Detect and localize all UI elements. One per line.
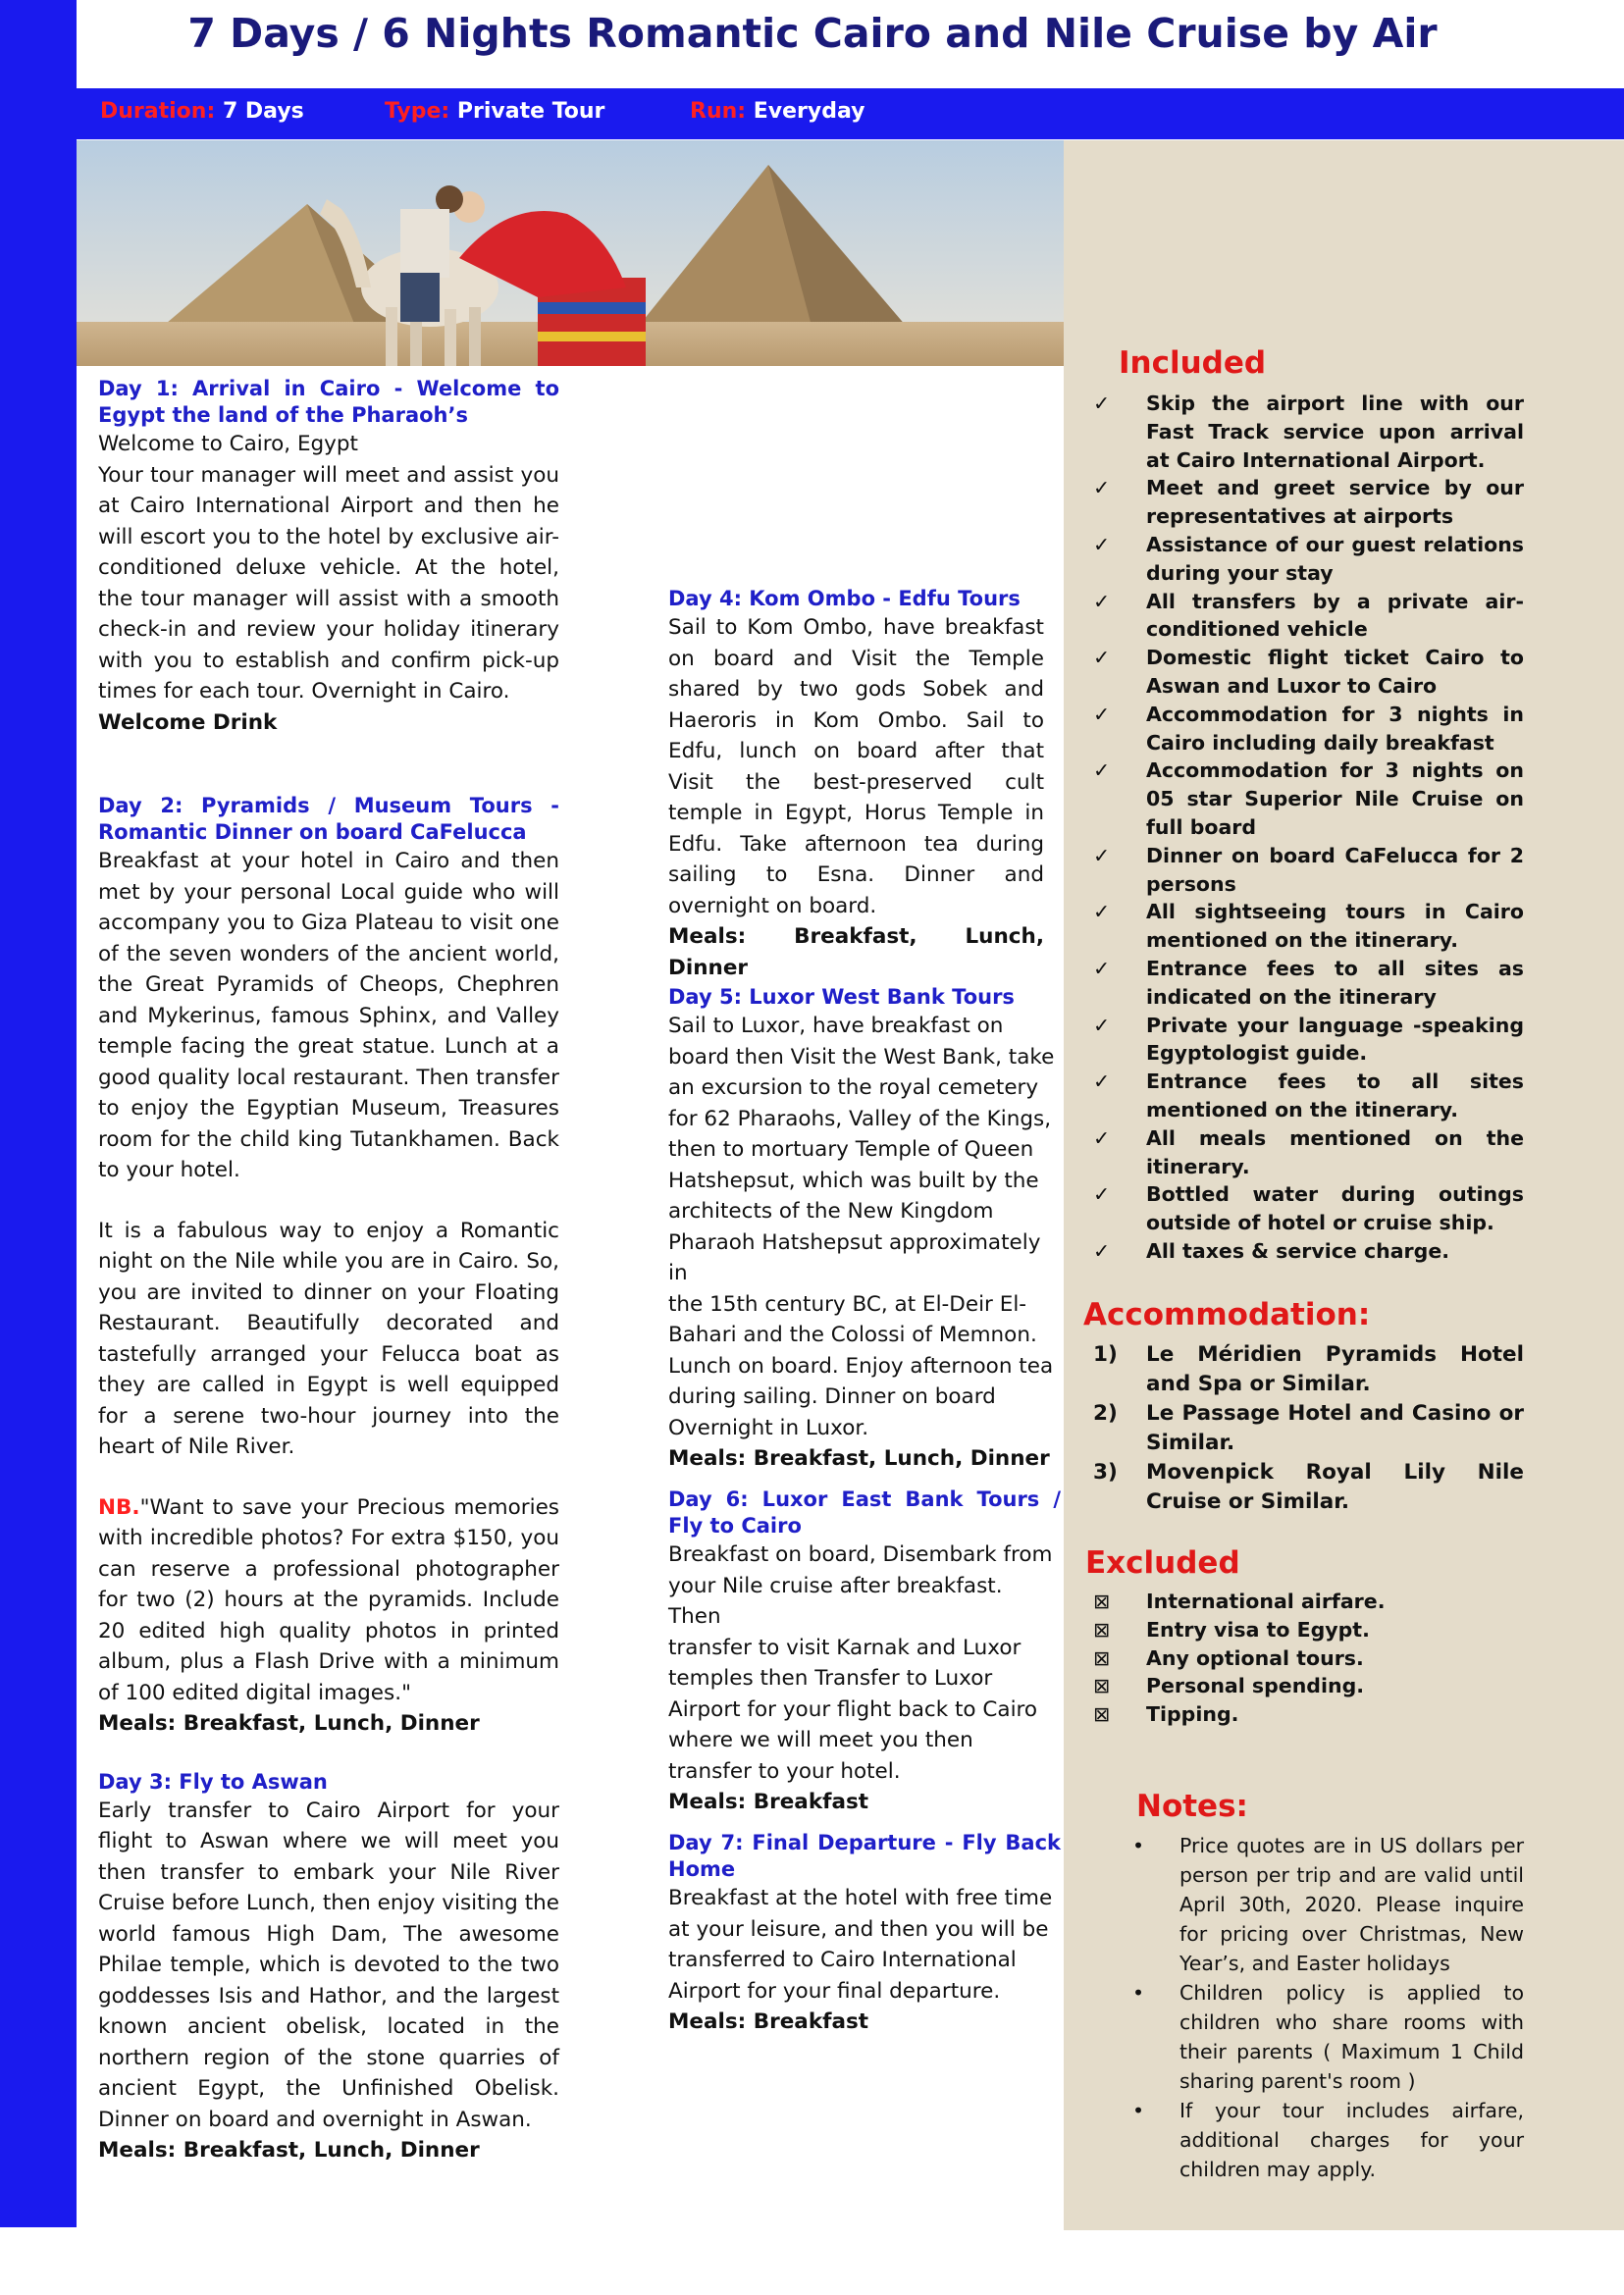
day-7-line: Breakfast at the hotel with free time [668, 1886, 1053, 1910]
info-type [385, 99, 604, 124]
included-item [1093, 898, 1524, 955]
day-4-meals: Meals: Breakfast, Lunch, Dinner [668, 924, 1044, 980]
day-3-meals: Meals: Breakfast, Lunch, Dinner [98, 2138, 480, 2163]
accommodation-item [1093, 1399, 1524, 1458]
itinerary-column-left [98, 376, 559, 2166]
check-icon: ✓ [1093, 1125, 1111, 1150]
check-icon: ✓ [1093, 1182, 1111, 1207]
included-item-text: Accommodation for 3 nights in Cairo including daily breakfast [1146, 702, 1524, 755]
day-1-heading: Day 1: Arrival in Cairo - Welcome to Egypt the land of the Pharaoh’s [98, 377, 559, 427]
included-item-text: Skip the airport line with our Fast Track service upon arrival at Cairo International Airport. [1146, 391, 1524, 472]
box-x-icon: ⊠ [1093, 1645, 1111, 1670]
included-item [1093, 1068, 1524, 1124]
included-item-text: All taxes & service charge. [1146, 1238, 1450, 1263]
check-icon: ✓ [1093, 843, 1111, 867]
info-value: Everyday [753, 99, 865, 124]
check-icon: ✓ [1093, 702, 1111, 726]
check-icon: ✓ [1093, 391, 1111, 415]
included-item-text: Entrance fees to all sites mentioned on the itinerary. [1146, 1069, 1524, 1121]
day-5-line: Hatshepsut, which was built by the [668, 1168, 1039, 1193]
excluded-heading: Excluded [1085, 1545, 1240, 1581]
day-5-line: Lunch on board. Enjoy afternoon tea [668, 1353, 1054, 1379]
info-value: 7 Days [222, 99, 304, 124]
check-icon: ✓ [1093, 476, 1111, 500]
included-item-text: Accommodation for 3 nights on 05 star Superior Nile Cruise on full board [1146, 758, 1524, 839]
day-5-line: Overnight in Luxor. [668, 1415, 869, 1440]
left-accent-bar [0, 0, 77, 2227]
note-item [1128, 1831, 1524, 1978]
excluded-item-text: Any optional tours. [1146, 1645, 1364, 1670]
note-item [1128, 2096, 1524, 2184]
day-7-line: Airport for your final departure. [668, 1978, 1001, 2004]
accommodation-list [1093, 1340, 1524, 1517]
included-item-text: All sightseeing tours in Cairo mentioned on the itinerary. [1146, 900, 1524, 953]
bullet-icon: • [1132, 1834, 1145, 1857]
note-text: Price quotes are in US dollars per person per trip and are valid until April 30th, 2020. Please inquire for pricing over Christmas, New Year’s, and Easter holidays [1179, 1834, 1524, 1975]
included-item-text: Private your language -speaking Egyptologist guide. [1146, 1013, 1524, 1066]
day-5-line: Bahari and the Colossi of Memnon. [668, 1323, 1037, 1347]
day-1-description: Your tour manager will meet and assist you at Cairo International Airport and then he will escort you to the hotel by exclusive air-conditioned deluxe vehicle. At the hotel, the tour manager will assist with a smooth check-in and review your holiday itinerary with you to establish and confirm pick-up times for each tour. Overnight in Cairo. [98, 462, 559, 704]
included-item-text: All transfers by a private air-conditioned vehicle [1146, 589, 1524, 642]
note-text: Children policy is applied to children who share rooms with their parents ( Maximum 1 Child sharing parent's room ) [1179, 1981, 1524, 2093]
day-5-line: Sail to Luxor, have breakfast on [668, 1014, 1004, 1038]
included-item [1093, 756, 1524, 841]
included-item-text: Domestic flight ticket Cairo to Aswan and Luxor to Cairo [1146, 646, 1524, 698]
check-icon: ✓ [1093, 956, 1111, 980]
nb-text: "Want to save your Precious memories with incredible photos? For extra $150, you can reserve a professional photographer for two (2) hours at the pyramids. Include 20 edited high quality photos in printed album, plus a Flash Drive with a minimum of 100 edited digital images." [98, 1494, 559, 1705]
included-item-text: Meet and greet service by our representatives at airports [1146, 476, 1524, 529]
day-6-line: Airport for your flight back to Cairo [668, 1696, 1038, 1722]
included-item [1093, 955, 1524, 1012]
day-3-heading: Day 3: Fly to Aswan [98, 1769, 328, 1794]
day-5-line: Pharaoh Hatshepsut approximately in [668, 1229, 1041, 1285]
check-icon: ✓ [1093, 900, 1111, 924]
day-5-heading: Day 5: Luxor West Bank Tours [668, 985, 1015, 1009]
box-x-icon: ⊠ [1093, 1674, 1111, 1698]
day-2-dinner-description: It is a fabulous way to enjoy a Romantic night on the Nile while you are in Cairo. So, you are invited to dinner on your Floating Restaurant. Beautifully decorated and tastefully arranged your Felucca boat as they are called in Egypt is well equipped for a serene two-hour journey into the heart of Nile River. [98, 1218, 559, 1459]
included-item-text: Bottled water during outings outside of hotel or cruise ship. [1146, 1182, 1524, 1235]
included-item-text: Entrance fees to all sites as indicated on the itinerary [1146, 956, 1524, 1009]
included-item [1093, 1124, 1524, 1181]
notes-heading: Notes: [1136, 1789, 1248, 1824]
excluded-item [1093, 1588, 1524, 1616]
day-5-block [668, 984, 1061, 1475]
accommodation-item [1093, 1340, 1524, 1399]
check-icon: ✓ [1093, 1069, 1111, 1094]
check-icon: ✓ [1093, 1013, 1111, 1037]
accommodation-item-text: Le Méridien Pyramids Hotel and Spa or Similar. [1146, 1342, 1524, 1396]
day-1-extra: Welcome Drink [98, 709, 278, 735]
day-6-line: Breakfast on board, Disembark from [668, 1542, 1053, 1567]
day-6-block [668, 1487, 1061, 1818]
excluded-item [1093, 1616, 1524, 1644]
included-item [1093, 531, 1524, 588]
included-item-text: All meals mentioned on the itinerary. [1146, 1125, 1524, 1178]
check-icon: ✓ [1093, 646, 1111, 670]
day-5-line: an excursion to the royal cemetery [668, 1075, 1039, 1100]
day-2-heading: Day 2: Pyramids / Museum Tours - Romantic Dinner on board CaFelucca [98, 794, 559, 844]
accommodation-item-text: Movenpick Royal Lily Nile Cruise or Similar. [1146, 1460, 1524, 1514]
included-item-text: Assistance of our guest relations during your stay [1146, 532, 1524, 585]
note-item [1128, 1978, 1524, 2096]
included-item [1093, 474, 1524, 531]
day-4-heading: Day 4: Kom Ombo - Edfu Tours [668, 587, 1021, 610]
included-item [1093, 390, 1524, 474]
excluded-item-text: Tipping. [1146, 1702, 1239, 1727]
excluded-item [1093, 1672, 1524, 1700]
excluded-list [1093, 1588, 1524, 1729]
box-x-icon: ⊠ [1093, 1617, 1111, 1642]
accommodation-heading: Accommodation: [1083, 1297, 1371, 1332]
day-2-photographer-note [98, 1492, 559, 1709]
day-2-meals: Meals: Breakfast, Lunch, Dinner [98, 1711, 480, 1736]
included-item-text: Dinner on board CaFelucca for 2 persons [1146, 843, 1524, 896]
list-number: 3) [1093, 1460, 1118, 1485]
excluded-item [1093, 1644, 1524, 1673]
day-6-meals: Meals: Breakfast [668, 1790, 869, 1814]
itinerary-column-middle [668, 586, 1044, 983]
day-7-line: transferred to Cairo International [668, 1948, 1017, 1972]
included-item [1093, 644, 1524, 701]
excluded-item [1093, 1700, 1524, 1729]
check-icon: ✓ [1093, 1238, 1111, 1263]
nb-label: NB. [98, 1494, 140, 1520]
accommodation-item [1093, 1458, 1524, 1517]
day-7-meals: Meals: Breakfast [668, 2009, 869, 2034]
day-3-description: Early transfer to Cairo Airport for your flight to Aswan where we will meet you then transfer to embark your Nile River Cruise before Lunch, then enjoy visiting the world famous High Dam, The awesome Philae temple, which is devoted to the two goddesses Isis and Hathor, and the largest known ancient obelisk, located in the northern region of the stone quarries of ancient Egypt, the Unfinished Obelisk. Dinner on board and overnight in Aswan. [98, 1798, 559, 2132]
box-x-icon: ⊠ [1093, 1702, 1111, 1727]
included-heading: Included [1119, 345, 1267, 381]
day-5-line: then to mortuary Temple of Queen [668, 1137, 1034, 1162]
info-label: Type: [385, 99, 450, 124]
accommodation-item-text: Le Passage Hotel and Casino or Similar. [1146, 1401, 1524, 1455]
page-title: 7 Days / 6 Nights Romantic Cairo and Nile Cruise by Air [187, 10, 1438, 57]
box-x-icon: ⊠ [1093, 1590, 1111, 1613]
day-5-line: for 62 Pharaohs, Valley of the Kings, [668, 1106, 1052, 1131]
bullet-icon: • [1132, 2099, 1145, 2122]
included-item [1093, 588, 1524, 645]
hero-illustration [77, 140, 1064, 366]
included-item [1093, 1012, 1524, 1069]
included-item [1093, 1180, 1524, 1237]
day-6-line: your Nile cruise after breakfast. Then [668, 1573, 1003, 1629]
day-7-heading: Day 7: Final Departure - Fly Back Home [668, 1831, 1061, 1881]
bullet-icon: • [1132, 1981, 1145, 2005]
day-7-line: at your leisure, and then you will be [668, 1916, 1049, 1942]
info-duration [100, 99, 304, 124]
day-5-line: architects of the New Kingdom [668, 1199, 994, 1224]
included-list [1093, 390, 1524, 1266]
day-6-line: temples then Transfer to Luxor [668, 1666, 993, 1691]
day-6-line: transfer to visit Karnak and Luxor [668, 1635, 1022, 1660]
notes-list [1128, 1831, 1524, 2184]
day-5-meals: Meals: Breakfast, Lunch, Dinner [668, 1446, 1050, 1471]
check-icon: ✓ [1093, 758, 1111, 783]
day-5-line: board then Visit the West Bank, take [668, 1044, 1055, 1069]
day-7-block [668, 1830, 1061, 2038]
day-1-intro: Welcome to Cairo, Egypt [98, 432, 358, 456]
day-6-line: transfer to your hotel. [668, 1758, 901, 1784]
included-item [1093, 842, 1524, 899]
check-icon: ✓ [1093, 589, 1111, 613]
day-6-line: where we will meet you then [668, 1728, 973, 1752]
info-bar [77, 88, 1624, 139]
included-item [1093, 1237, 1524, 1266]
day-2-description: Breakfast at your hotel in Cairo and then met by your personal Local guide who will accompany you to Giza Plateau to visit one of the seven wonders of the ancient world, the Great Pyramids of Cheops, Chephren and Mykerinus, famous Sphinx, and Valley temple facing the great statue. Lunch at a good quality local restaurant. Then transfer to enjoy the Egyptian Museum, Treasures room for the child king Tutankhamen. Back to your hotel. [98, 849, 559, 1182]
excluded-item-text: International airfare. [1146, 1590, 1386, 1613]
list-number: 2) [1093, 1401, 1118, 1426]
day-5-line: the 15th century BC, at El-Deir El- [668, 1291, 1027, 1317]
day-4-description: Sail to Kom Ombo, have breakfast on board and Visit the Temple shared by two gods Sobek and Haeroris in Kom Ombo. Sail to Edfu, lunch on board after that Visit the best-preserved cult temple in Egypt, Horus Temple in Edfu. Take afternoon tea during sailing to Esna. Dinner and overnight on board. [668, 615, 1044, 918]
info-label: Duration: [100, 99, 216, 124]
info-run [690, 99, 864, 124]
check-icon: ✓ [1093, 532, 1111, 556]
day-5-line: during sailing. Dinner on board [668, 1384, 996, 1409]
day-6-heading: Day 6: Luxor East Bank Tours / Fly to Cairo [668, 1487, 1061, 1538]
list-number: 1) [1093, 1342, 1118, 1367]
excluded-item-text: Entry visa to Egypt. [1146, 1617, 1370, 1642]
hero-photo-pyramids-camel [77, 140, 1064, 366]
excluded-item-text: Personal spending. [1146, 1674, 1365, 1698]
included-item [1093, 701, 1524, 757]
info-value: Private Tour [456, 99, 605, 124]
info-label: Run: [690, 99, 747, 124]
note-text: If your tour includes airfare, additional charges for your children may apply. [1179, 2099, 1524, 2181]
